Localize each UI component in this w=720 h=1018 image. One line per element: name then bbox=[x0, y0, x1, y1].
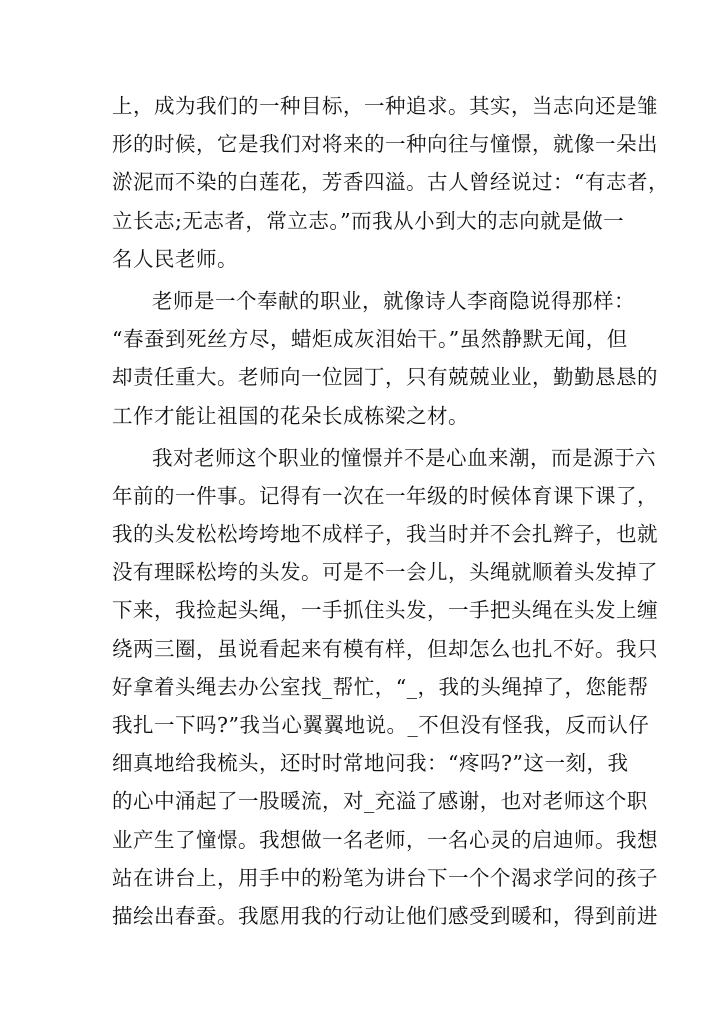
paragraph-3-line-9: 细真地给我梳头，还时时常地问我：“疼吗?”这一刻，我 bbox=[112, 751, 629, 776]
paragraph-3-line-7: 好拿着头绳去办公室找_帮忙，“_，我的头绳掉了，您能帮 bbox=[112, 674, 649, 699]
paragraph-3-line-5: 下来，我捡起头绳，一手抓住头发，一手把头绳在头发上缠 bbox=[112, 598, 658, 623]
paragraph-1-line-5: 名人民老师。 bbox=[112, 246, 238, 271]
paragraph-3-line-10: 的心中涌起了一股暖流，对_充溢了感谢，也对老师这个职 bbox=[112, 789, 648, 814]
paragraph-2-line-4: 工作才能让祖国的花朵长成栋梁之材。 bbox=[112, 403, 469, 428]
paragraph-3-line-3: 我的头发松松垮垮地不成样子，我当时并不会扎辫子，也就 bbox=[112, 522, 658, 547]
paragraph-3-line-11: 业产生了憧憬。我想做一名老师，一名心灵的启迪师。我想 bbox=[112, 827, 658, 852]
paragraph-3-line-1: 我对老师这个职业的憧憬并不是心血来潮，而是源于六 bbox=[152, 445, 656, 470]
paragraph-2-line-3: 却责任重大。老师向一位园丁，只有兢兢业业，勤勤恳恳的 bbox=[112, 365, 658, 390]
paragraph-1-line-4: 立长志;无志者，常立志。”而我从小到大的志向就是做一 bbox=[112, 208, 625, 233]
paragraph-3-line-4: 没有理睬松垮的头发。可是不一会儿，头绳就顺着头发掉了 bbox=[112, 560, 658, 585]
paragraph-3-line-2: 年前的一件事。记得有一次在一年级的时候体育课下课了， bbox=[112, 483, 658, 508]
paragraph-2-line-1: 老师是一个奉献的职业，就像诗人李商隐说得那样： bbox=[152, 288, 635, 313]
paragraph-3-line-8: 我扎一下吗?”我当心翼翼地说。_不但没有怪我，反而认仔 bbox=[112, 713, 650, 737]
paragraph-3-line-6: 绕两三圈，虽说看起来有模有样，但却怎么也扎不好。我只 bbox=[112, 636, 658, 661]
paragraph-1-line-2: 形的时候，它是我们对将来的一种向往与憧憬，就像一朵出 bbox=[112, 132, 658, 157]
paragraph-3-line-12: 站在讲台上，用手中的粉笔为讲台下一个个渴求学问的孩子 bbox=[112, 865, 658, 890]
paragraph-1-line-3: 淤泥而不染的白莲花，芳香四溢。古人曾经说过：“有志者， bbox=[112, 170, 669, 195]
paragraph-2-line-2: “春蚕到死丝方尽，蜡炬成灰泪始干。”虽然静默无闻，但 bbox=[112, 327, 628, 352]
paragraph-3-line-13: 描绘出春蚕。我愿用我的行动让他们感受到暖和，得到前进 bbox=[112, 903, 658, 928]
body-text bbox=[112, 87, 669, 935]
paragraph-1-line-1: 上，成为我们的一种目标，一种追求。其实，当志向还是雏 bbox=[112, 94, 658, 118]
